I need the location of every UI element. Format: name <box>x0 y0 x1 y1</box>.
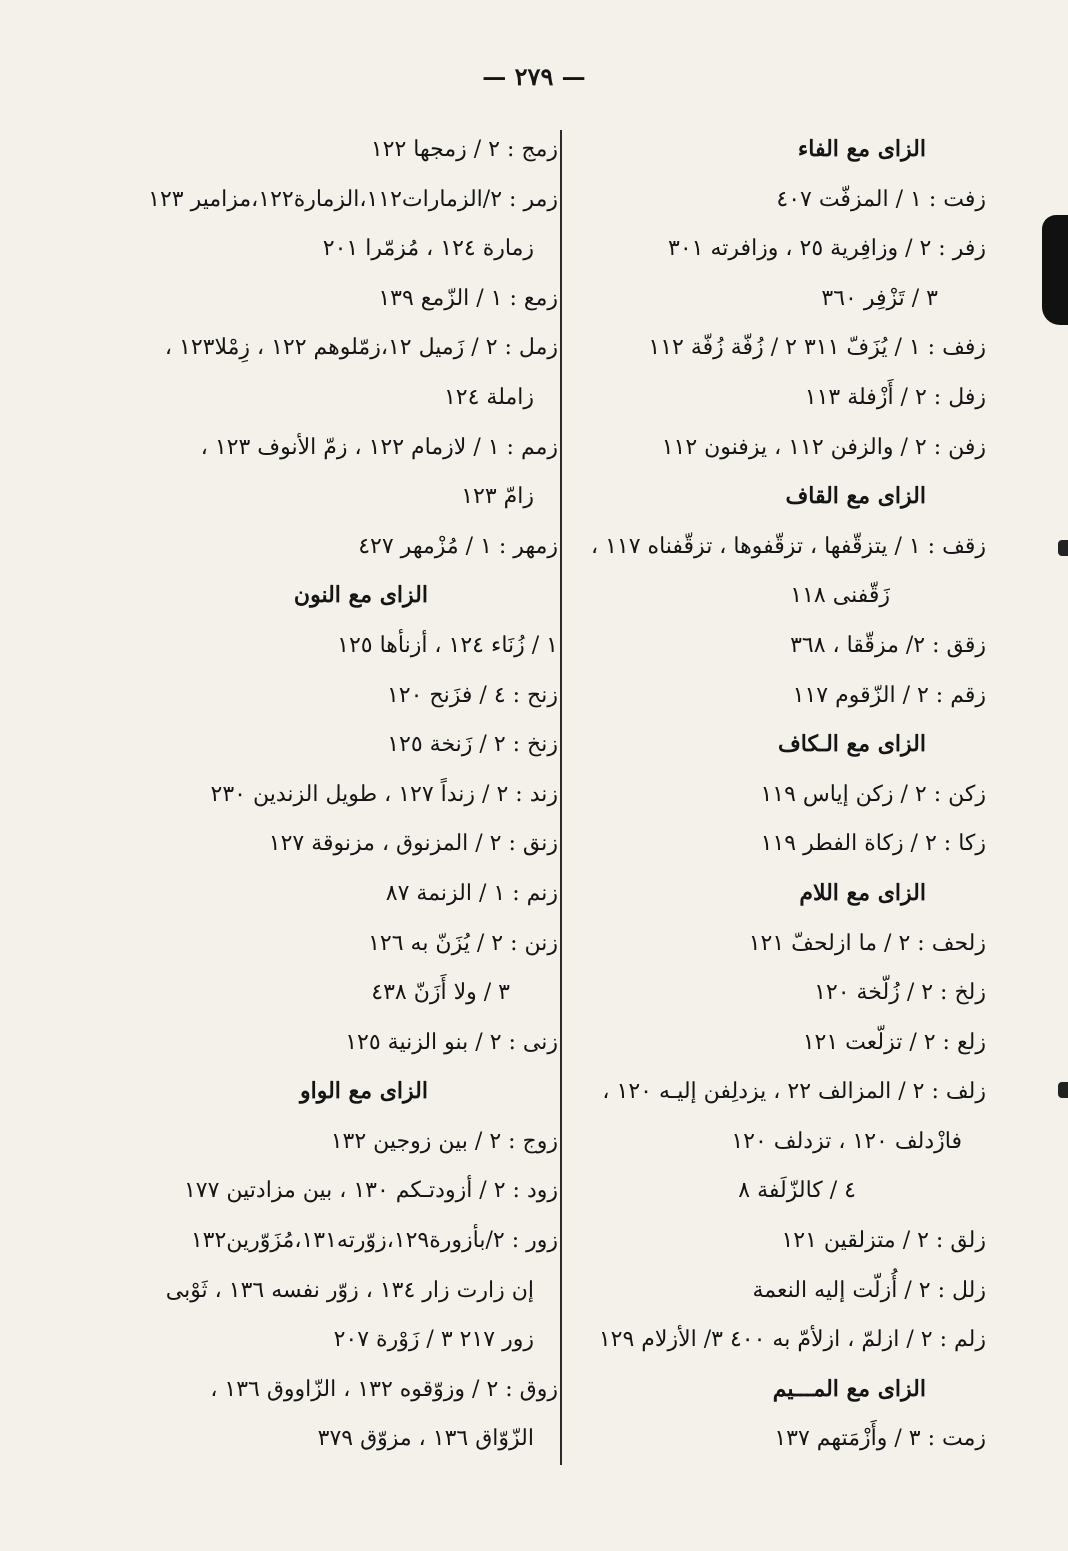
section-heading: الزاى مع الفاء <box>797 136 926 162</box>
index-entry: زور : ٢/بأزورة١٢٩،زوّرته١٣١،مُزَوّرين١٣٢ <box>190 1228 558 1254</box>
index-entry: زلم : ٢ / ازلمّ ، ازلأمّ به ٤٠٠ ٣/ الأزلام ١٢٩ <box>598 1327 986 1353</box>
section-heading: الزاى مع الواو <box>299 1078 428 1105</box>
index-entry: زقق : ٢/ مزقّقا ، ٣٦٨ <box>790 632 986 658</box>
index-entry: زفت : ١ / المزفّت ٤٠٧ <box>776 186 986 212</box>
index-entry: زلل : ٢ / أُزلّت إليه النعمة <box>752 1277 986 1303</box>
index-entry: زور ٢١٧ ٣ / زَوْرة ٢٠٧ <box>333 1327 534 1353</box>
index-entry: زفف : ١ / يُزَفّ ٣١١ ٢ / زُفّة زُفّة ١١٢ <box>648 335 986 361</box>
index-entry: زود : ٢ / أزودتـكم ١٣٠ ، بين مزادتين ١٧٧ <box>183 1178 558 1204</box>
index-entry: زند : ٢ / زنداً ١٢٧ ، طويل الزندين ٢٣٠ <box>210 781 558 807</box>
column-right <box>576 125 986 1464</box>
ink-blot <box>1042 215 1068 325</box>
index-entry: زلخ : ٢ / زُلّخة ١٢٠ <box>814 980 986 1006</box>
section-heading: الزاى مع الـكاف <box>777 731 926 758</box>
index-entry: زامّ ١٢٣ <box>461 484 534 510</box>
index-entry: زفل : ٢ / أَزْفلة ١١٣ <box>804 384 986 410</box>
page-number: — ٢٧٩ — <box>482 62 586 91</box>
margin-mark <box>1058 1082 1068 1098</box>
column-divider <box>560 130 562 1465</box>
section-heading: الزاى مع القاف <box>785 483 926 510</box>
index-entry: زلع : ٢ / تزلّعت ١٢١ <box>802 1029 986 1055</box>
index-entry: الزّوّاق ١٣٦ ، مزوّق ٣٧٩ <box>317 1426 534 1452</box>
index-entry: زفن : ٢ / والزفن ١١٢ ، يزفنون ١١٢ <box>661 434 986 460</box>
index-entry: زنم : ١ / الزنمة ٨٧ <box>385 880 558 906</box>
index-entry: ٣ / تَزْفِر ٣٦٠ <box>821 285 938 311</box>
index-entry: إن زارت زار ١٣٤ ، زوّر نفسه ١٣٦ ، ثَوْبى <box>165 1277 534 1303</box>
index-entry: زنى : ٢ / بنو الزنية ١٢٥ <box>345 1029 558 1055</box>
index-entry: زمارة ١٢٤ ، مُزمّرا ٢٠١ <box>322 236 534 262</box>
index-entry: زوق : ٢ / وزوّقوه ١٣٢ ، الزّاووق ١٣٦ ، <box>210 1376 558 1402</box>
index-entry: زاملة ١٢٤ <box>443 384 534 410</box>
index-entry: زنح : ٤ / فزَنح ١٢٠ <box>386 682 558 708</box>
index-entry: ٤ / كالزّلَفة ٨ <box>738 1178 856 1204</box>
index-entry: زنن : ٢ / يُزَنّ به ١٢٦ <box>368 930 558 956</box>
index-entry: ٣ / ولا أَزَنّ ٤٣٨ <box>371 980 510 1006</box>
margin-mark <box>1058 540 1068 556</box>
index-entry: زمت : ٣ / وأَزْمَتهم ١٣٧ <box>774 1426 986 1452</box>
index-entry: زمم : ١ / لازمام ١٢٢ ، زمّ الأنوف ١٢٣ ، <box>200 434 558 460</box>
index-entry: زنخ : ٢ / زَنخة ١٢٥ <box>387 732 558 758</box>
index-entry: فازْدلف ١٢٠ ، تزدلف ١٢٠ <box>731 1128 962 1154</box>
index-entry: زكا : ٢ / زكاة الفطر ١١٩ <box>760 831 986 857</box>
index-entry: زقم : ٢ / الزّقوم ١١٧ <box>792 682 986 708</box>
index-entry: زلف : ٢ / المزالف ٢٢ ، يزدلِفن إليـه ١٢٠ ، <box>602 1079 986 1105</box>
index-entry: زمع : ١ / الزّمع ١٣٩ <box>378 285 558 311</box>
index-entry: زفر : ٢ / وزافِرية ٢٥ ، وزافرته ٣٠١ <box>668 236 986 262</box>
index-entry: ١ / زُنَاء ١٢٤ ، أزنأها ١٢٥ <box>337 632 558 658</box>
index-entry: زَقّفنى ١١٨ <box>790 583 890 609</box>
section-heading: الزاى مع النون <box>293 582 428 609</box>
index-entry: زكن : ٢ / زكن إياس ١١٩ <box>760 781 986 807</box>
index-entry: زلحف : ٢ / ما ازلحفّ ١٢١ <box>748 930 986 956</box>
index-entry: زوج : ٢ / بين زوجين ١٣٢ <box>330 1128 558 1154</box>
index-entry: زقف : ١ / يتزقّفها ، تزقّفوها ، تزقّفناه ١١٧ ، <box>591 533 986 559</box>
column-left <box>138 125 558 1464</box>
index-entry: زمهر : ١ / مُزْمهر ٤٢٧ <box>358 533 558 559</box>
index-entry: زنق : ٢ / المزنوق ، مزنوقة ١٢٧ <box>268 831 558 857</box>
index-entry: زمل : ٢ / زَميل ١٢،زمّلوهم ١٢٢ ، زِمْلا١٢٣ ، <box>164 335 558 361</box>
index-entry: زلق : ٢ / متزلقين ١٢١ <box>781 1228 986 1254</box>
section-heading: الزاى مع اللام <box>799 879 926 906</box>
index-entry: زمج : ٢ / زمجها ١٢٢ <box>370 137 558 162</box>
index-entry: زمر : ٢/الزمارات١١٢،الزمارة١٢٢،مزامير ١٢٣ <box>148 186 558 212</box>
section-heading: الزاى مع المـــيم <box>772 1375 926 1402</box>
